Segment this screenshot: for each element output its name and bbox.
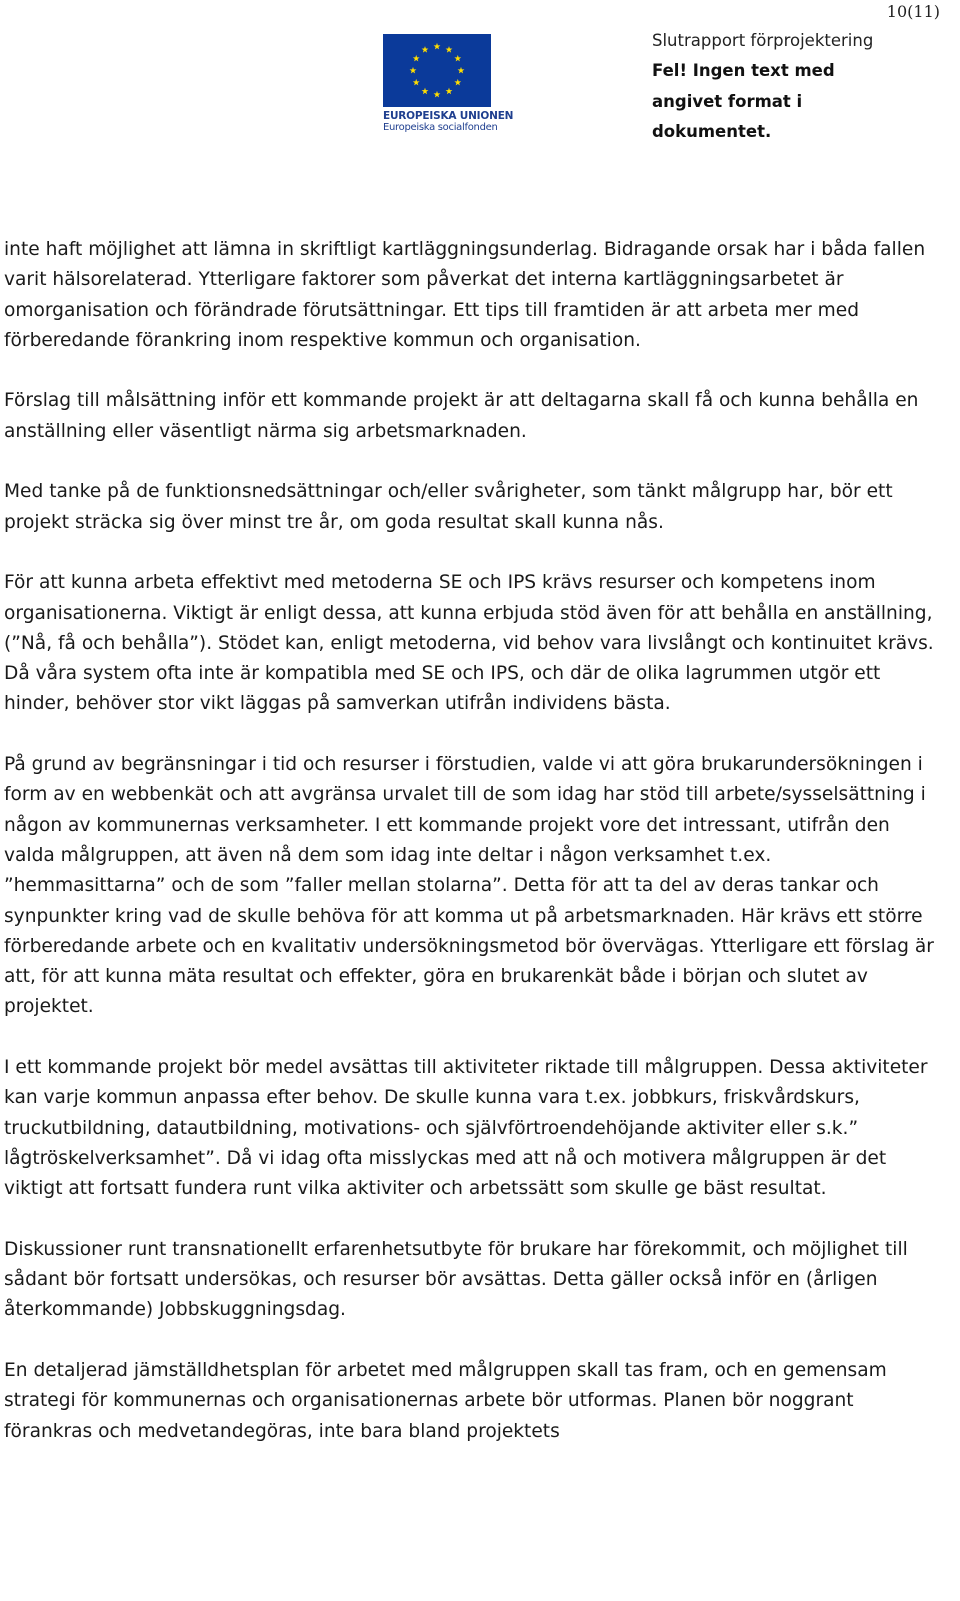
paragraph: Med tanke på de funktionsnedsättningar och/eller svårigheter, som tänkt målgrupp har, bör ett projekt sträcka sig över minst tre år, om goda resultat skall kunna nås. — [4, 481, 893, 533]
paragraph: Diskussioner runt transnationellt erfarenhetsutbyte för brukare har förekommit, och möjlighet till sådant bör fortsatt undersökas, och resurser bör avsättas. Detta gäller också inför en (årligen återkommande) Jobbskuggningsdag. — [4, 1238, 908, 1321]
report-title: Slutrapport förprojektering — [652, 31, 874, 50]
paragraph: En detaljerad jämställdhetsplan för arbetet med målgruppen skall tas fram, och en gemensam strategi för kommunernas och organisationernas arbete bör utformas. Planen bör noggrant förankras och medvetandegöras, inte bara bland projektets — [4, 1359, 887, 1442]
document-body — [4, 235, 934, 1477]
header-error-text: Fel! Ingen text med angivet format i dokumentet. — [652, 61, 835, 141]
page-number: 10(11) — [886, 2, 940, 21]
paragraph: På grund av begränsningar i tid och resurser i förstudien, valde vi att göra brukarundersökningen i form av en webbenkät och att avgränsa urvalet till de som idag har stöd till arbete/sysselsättning i någon av kommunernas verksamheter. I ett kommande projekt vore det intressant, utifrån den valda målgruppen, att även nå dem som idag inte deltar i någon verksamhet t.ex. ”hemmasittarna” och de som ”faller mellan stolarna”. Detta för att ta del av deras tankar och synpunkter kring vad de skulle behöva för att komma ut på arbetsmarknaden. Här krävs ett större förberedande arbete och en kvalitativ undersökningsmetod bör övervägas. Ytterligare ett förslag är att, för att kunna mäta resultat och effekter, göra en brukarenkät både i början och slutet av projektet. — [4, 754, 934, 1018]
logo-text-union: EUROPEISKA UNIONEN — [383, 110, 514, 122]
logo-text-fund: Europeiska socialfonden — [383, 122, 498, 133]
paragraph: För att kunna arbeta effektivt med metoderna SE och IPS krävs resurser och kompetens inom organisationerna. Viktigt är enligt dessa, att kunna erbjuda stöd även för att behålla en anställning, (”Nå, få och behålla”). Stödet kan, enligt metoderna, vid behov vara livslångt och kontinuitet krävs. Då våra system ofta inte är kompatibla med SE och IPS, och där de olika lagrummen utgör ett hinder, behöver stor vikt läggas på samverkan utifrån individens bästa. — [4, 572, 934, 715]
eu-logo — [383, 34, 514, 133]
paragraph: I ett kommande projekt bör medel avsättas till aktiviteter riktade till målgruppen. Dessa aktiviteter kan varje kommun anpassa efter behov. De skulle kunna vara t.ex. jobbkurs, friskvårdskurs, truckutbildning, datautbildning, motivations- och självförtroendehöjande aktiviter eller s.k.” lågtröskelverksamhet”. Då vi idag ofta misslyckas med att nå och motivera målgruppen är det viktigt att fortsatt fundera runt vilka aktiviter och arbetssätt som skulle ge bäst resultat. — [4, 1057, 928, 1200]
document-header — [652, 26, 912, 148]
paragraph: inte haft möjlighet att lämna in skriftligt kartläggningsunderlag. Bidragande orsak har i båda fallen varit hälsorelaterad. Ytterligare faktorer som påverkat det interna kartläggningsarbetet är omorganisation och förändrade förutsättningar. Ett tips till framtiden är att arbeta mer med förberedande förankring inom respektive kommun och organisation. — [4, 239, 926, 351]
paragraph: Förslag till målsättning inför ett kommande projekt är att deltagarna skall få och kunna behålla en anställning eller väsentligt närma sig arbetsmarknaden. — [4, 390, 919, 442]
eu-flag-icon — [383, 34, 491, 107]
